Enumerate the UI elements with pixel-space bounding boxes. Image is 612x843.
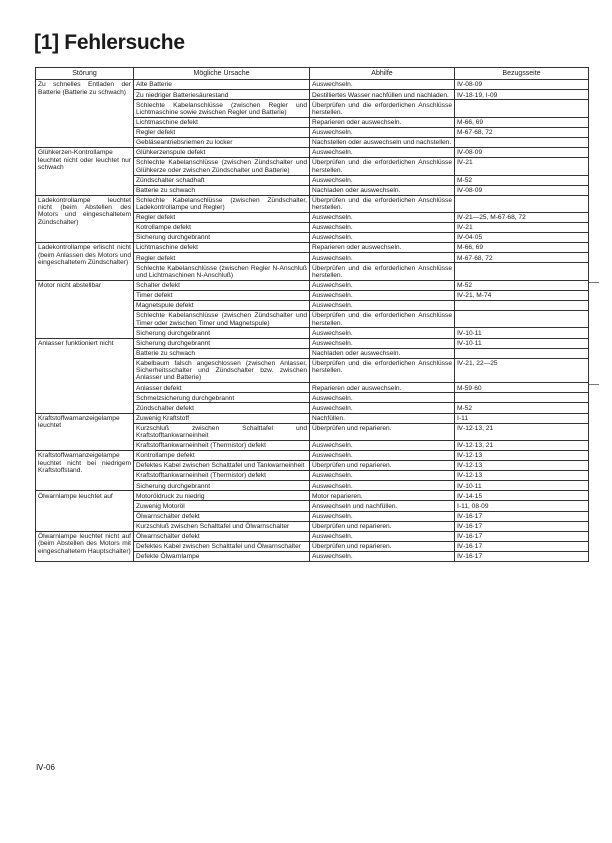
ursache-cell: Lichtmaschine defekt bbox=[134, 117, 310, 127]
abhilfe-cell: Nachladen oder auswechseln. bbox=[310, 185, 455, 195]
abhilfe-cell: Nachladen oder auswechseln. bbox=[310, 348, 455, 358]
bezugsseite-cell: M-66, 69 bbox=[455, 117, 589, 127]
abhilfe-cell: Auswechseln. bbox=[310, 233, 455, 243]
abhilfe-cell: Reparieren oder auswechseln. bbox=[310, 117, 455, 127]
ursache-cell: Sicherung durchgebrannt bbox=[134, 481, 310, 491]
ursache-cell: Zuwenig Motoröl bbox=[134, 501, 310, 511]
abhilfe-cell: Auswechseln. bbox=[310, 551, 455, 561]
bezugsseite-cell: Ⅳ-12·13 bbox=[455, 461, 589, 471]
ursache-cell: Ölwarnschalter defekt bbox=[134, 511, 310, 521]
bezugsseite-cell: Ⅳ-04·05 bbox=[455, 233, 589, 243]
abhilfe-cell: Überprüfen und die erforderlichen Anschlüsse herstellen. bbox=[310, 358, 455, 383]
ursache-cell: Anlasser defekt bbox=[134, 383, 310, 393]
abhilfe-cell: Nachstellen oder auswechseln und nachstellen. bbox=[310, 137, 455, 147]
bezugsseite-cell: Ⅳ-16·17 bbox=[455, 541, 589, 551]
abhilfe-cell: Auswechseln. bbox=[310, 511, 455, 521]
bezugsseite-cell: M-52 bbox=[455, 403, 589, 413]
bezugsseite-cell: M-52 bbox=[455, 175, 589, 185]
stoerung-cell: Ladekontrollampe erlischt nicht (beim Anlassen des Motors und eingeschaltetem Zündschalter) bbox=[36, 243, 134, 281]
bezugsseite-cell: Ⅳ-21, M-74 bbox=[455, 290, 589, 300]
ursache-cell: Schlechte Kabelanschlüsse (zwischen Regler N-Anschluß und Lichtmaschinen N-Anschluß) bbox=[134, 263, 310, 280]
bezugsseite-cell: Ⅳ-12·13 bbox=[455, 451, 589, 461]
abhilfe-cell: Auswechseln. bbox=[310, 393, 455, 403]
ursache-cell: Zuwenig Kraftstoff bbox=[134, 413, 310, 423]
abhilfe-cell: Überprüfen und die erforderlichen Anschlüsse herstellen. bbox=[310, 311, 455, 328]
ursache-cell: Zündschalter schadhaft bbox=[134, 175, 310, 185]
abhilfe-cell: Destilliertes Wasser nachfüllen und nachladen. bbox=[310, 90, 455, 100]
abhilfe-cell: Auswechseln. bbox=[310, 213, 455, 223]
header-stoerung: Störung bbox=[36, 68, 134, 80]
stoerung-cell: Kraftstoffwarnanzeigelampe leuchtet bbox=[36, 413, 134, 451]
ursache-cell: Schlechte Kabelanschlüsse (zwischen Zündschalter und Glühkerze oder zwischen Zündschalter und Batterie) bbox=[134, 158, 310, 175]
bezugsseite-cell: Ⅳ-10·11 bbox=[455, 328, 589, 338]
ursache-cell: Batterie zu schwach bbox=[134, 348, 310, 358]
table-row bbox=[36, 338, 589, 348]
page-title: [1] Fehlersuche bbox=[34, 31, 185, 54]
abhilfe-cell: Reparieren oder auswechseln. bbox=[310, 383, 455, 393]
abhilfe-cell: Auswechseln. bbox=[310, 175, 455, 185]
abhilfe-cell: Motor reparieren. bbox=[310, 491, 455, 501]
bezugsseite-cell: Ⅰ-11 bbox=[455, 413, 589, 423]
ursache-cell: Gebläseantriebsriemen zu locker bbox=[134, 137, 310, 147]
bezugsseite-cell: Ⅳ-18·19, Ⅰ-09 bbox=[455, 90, 589, 100]
ursache-cell: Timer defekt bbox=[134, 290, 310, 300]
bezugsseite-cell: M-52 bbox=[455, 280, 589, 290]
abhilfe-cell: Auswechseln. bbox=[310, 148, 455, 158]
ursache-cell: Magnetspule defekt bbox=[134, 300, 310, 310]
header-abhilfe: Abhilfe bbox=[310, 68, 455, 80]
bezugsseite-cell: Ⅳ-16·17 bbox=[455, 551, 589, 561]
bezugsseite-cell: Ⅳ-16·17 bbox=[455, 531, 589, 541]
ursache-cell: Schlechte Kabelanschlüsse (zwischen Zündschalter und Timer oder zwischen Timer und Magnetspule) bbox=[134, 311, 310, 328]
bezugsseite-cell: M-66, 69 bbox=[455, 243, 589, 253]
bezugsseite-cell: Ⅳ-16·17 bbox=[455, 511, 589, 521]
ursache-cell: Kurzschluß zwischen Schalttafel und Kraftstofftankwarneinheit bbox=[134, 423, 310, 440]
ursache-cell: Schalter defekt bbox=[134, 280, 310, 290]
abhilfe-cell: Überprüfen und die erforderlichen Anschlüsse herstellen. bbox=[310, 195, 455, 212]
bezugsseite-cell: Ⅳ-12·13, 21 bbox=[455, 423, 589, 440]
abhilfe-cell: Answechseln und nachfüllen. bbox=[310, 501, 455, 511]
abhilfe-cell: Auswechseln. bbox=[310, 451, 455, 461]
bezugsseite-cell: M-67·68, 72 bbox=[455, 127, 589, 137]
ursache-cell: Alte Batterie bbox=[134, 80, 310, 90]
abhilfe-cell: Auswechseln. bbox=[310, 223, 455, 233]
margin-mark bbox=[589, 282, 599, 283]
abhilfe-cell: Auswechseln. bbox=[310, 328, 455, 338]
margin-mark bbox=[589, 384, 599, 385]
table-row bbox=[36, 531, 589, 541]
ursache-cell: Regler defekt bbox=[134, 253, 310, 263]
ursache-cell: Schlechte Kabelanschlüsse (zwischen Regler und Lichtmaschine sowie zwischen Regler und Batterie) bbox=[134, 100, 310, 117]
abhilfe-cell: Überprüfen und reparieren. bbox=[310, 521, 455, 531]
ursache-cell: Defekte Ölwarnlampe bbox=[134, 551, 310, 561]
bezugsseite-cell bbox=[455, 300, 589, 310]
abhilfe-cell: Auswechseln. bbox=[310, 338, 455, 348]
table-header-row bbox=[36, 68, 589, 80]
stoerung-cell: Ladekontrollampe leuchtet nicht (beim Abstellen des Motors und eingeschaltetem Zündschalter) bbox=[36, 195, 134, 243]
stoerung-cell: Motor nicht abstellbar bbox=[36, 280, 134, 338]
bezugsseite-cell: M-59·60 bbox=[455, 383, 589, 393]
abhilfe-cell: Überprüfen und reparieren. bbox=[310, 541, 455, 551]
abhilfe-cell: Überprüfen und die erforderlichen Anschlüsse herstellen. bbox=[310, 263, 455, 280]
bezugsseite-cell bbox=[455, 263, 589, 280]
page-number: Ⅳ-06 bbox=[36, 763, 55, 772]
bezugsseite-cell bbox=[455, 137, 589, 147]
abhilfe-cell: Reparieren oder auswechseln. bbox=[310, 243, 455, 253]
ursache-cell: Kabelbaum falsch angeschlossen (zwischen Anlasser, Sicherheitsschalter und Zündschalter bzw. zwischen Anlasser und Batterie) bbox=[134, 358, 310, 383]
abhilfe-cell: Auswechseln. bbox=[310, 531, 455, 541]
bezugsseite-cell bbox=[455, 195, 589, 212]
header-bezugsseite: Bezugsseite bbox=[455, 68, 589, 80]
bezugsseite-cell: Ⅳ-10·11 bbox=[455, 338, 589, 348]
abhilfe-cell: Nachfüllen. bbox=[310, 413, 455, 423]
table-row bbox=[36, 148, 589, 158]
ursache-cell: Regler defekt bbox=[134, 127, 310, 137]
abhilfe-cell: Auswechseln. bbox=[310, 471, 455, 481]
bezugsseite-cell: Ⅳ-08·09 bbox=[455, 80, 589, 90]
abhilfe-cell: Auswechseln. bbox=[310, 290, 455, 300]
troubleshooting-table bbox=[35, 67, 589, 562]
table-row bbox=[36, 243, 589, 253]
bezugsseite-cell bbox=[455, 393, 589, 403]
abhilfe-cell: Auswechseln. bbox=[310, 253, 455, 263]
ursache-cell: Zu niedriger Batteriesäurestand bbox=[134, 90, 310, 100]
table-row bbox=[36, 280, 589, 290]
stoerung-cell: Zu schnelles Entladen der Batterie (Batterie zu schwach) bbox=[36, 80, 134, 148]
stoerung-cell: Anlasser funktioniert nicht bbox=[36, 338, 134, 413]
abhilfe-cell: Auswechseln. bbox=[310, 441, 455, 451]
bezugsseite-cell: Ⅰ-11, 08·09 bbox=[455, 501, 589, 511]
table-row bbox=[36, 451, 589, 461]
bezugsseite-cell: Ⅳ-21―25, M-67·68, 72 bbox=[455, 213, 589, 223]
bezugsseite-cell: Ⅳ-08·09 bbox=[455, 148, 589, 158]
table-row bbox=[36, 195, 589, 212]
abhilfe-cell: Auswechseln. bbox=[310, 300, 455, 310]
bezugsseite-cell: Ⅳ-21 bbox=[455, 223, 589, 233]
abhilfe-cell: Auswechseln. bbox=[310, 280, 455, 290]
stoerung-cell: Kraftstoffwarnanzeigelampe leuchtet nicht bei niedrigem Kraftstoffstand. bbox=[36, 451, 134, 491]
ursache-cell: Regler defekt bbox=[134, 213, 310, 223]
bezugsseite-cell: Ⅳ-16·17 bbox=[455, 521, 589, 531]
abhilfe-cell: Überprüfen und die erforderlichen Anschlüsse herstellen. bbox=[310, 158, 455, 175]
table-row bbox=[36, 491, 589, 501]
bezugsseite-cell: Ⅳ-08·09 bbox=[455, 185, 589, 195]
stoerung-cell: Ölwarnlampe leuchtet auf bbox=[36, 491, 134, 531]
ursache-cell: Lichtmaschine defekt bbox=[134, 243, 310, 253]
bezugsseite-cell: Ⅳ-12·13 bbox=[455, 471, 589, 481]
bezugsseite-cell bbox=[455, 311, 589, 328]
ursache-cell: Defektes Kabel zwischen Schalttafel und Ölwarnschalter bbox=[134, 541, 310, 551]
abhilfe-cell: Auswechseln. bbox=[310, 80, 455, 90]
ursache-cell: Defektes Kabel zwischen Schalttafel und Tankwarneinheit bbox=[134, 461, 310, 471]
abhilfe-cell: Auswechseln. bbox=[310, 127, 455, 137]
ursache-cell: Motoröldruck zu niedrig bbox=[134, 491, 310, 501]
ursache-cell: Schmelzsicherung durchgebrannt bbox=[134, 393, 310, 403]
ursache-cell: Sicherung durchgebrannt bbox=[134, 233, 310, 243]
bezugsseite-cell: Ⅳ-12·13, 21 bbox=[455, 441, 589, 451]
ursache-cell: Schlechte Kabelanschlüsse (zwischen Zündschalter, Ladekontrollampe und Regler) bbox=[134, 195, 310, 212]
abhilfe-cell: Überprüfen und die erforderlichen Anschlüsse herstellen. bbox=[310, 100, 455, 117]
stoerung-cell: Glühkerzen-Kontrollampe leuchtet nicht oder leuchtet nur schwach bbox=[36, 148, 134, 196]
bezugsseite-cell: Ⅳ-21, 22―25 bbox=[455, 358, 589, 383]
bezugsseite-cell bbox=[455, 100, 589, 117]
ursache-cell: Sicherung durchgebrannt bbox=[134, 338, 310, 348]
bezugsseite-cell: Ⅳ-10·11 bbox=[455, 481, 589, 491]
header-ursache: Mögliche Ursache bbox=[134, 68, 310, 80]
ursache-cell: Sicherung durchgebrannt bbox=[134, 328, 310, 338]
abhilfe-cell: Überprüfen und reparieren. bbox=[310, 423, 455, 440]
ursache-cell: Ölwarnschalter defekt bbox=[134, 531, 310, 541]
table-row bbox=[36, 80, 589, 90]
table-row bbox=[36, 413, 589, 423]
troubleshooting-table-wrapper bbox=[35, 67, 588, 562]
stoerung-cell: Ölwarnlampe leuchtet nicht auf (beim Abstellen des Motors mit eingeschaltetem Hauptschalter) bbox=[36, 531, 134, 561]
ursache-cell: Batterie zu schwach bbox=[134, 185, 310, 195]
ursache-cell: Kotrollampe defekt bbox=[134, 223, 310, 233]
ursache-cell: Kurzschluß zwischen Schalttafel und Ölwarnschalter bbox=[134, 521, 310, 531]
abhilfe-cell: Auswechseln. bbox=[310, 481, 455, 491]
bezugsseite-cell: M-67·68, 72 bbox=[455, 253, 589, 263]
abhilfe-cell: Überprüfen und reparieren. bbox=[310, 461, 455, 471]
abhilfe-cell: Auswechseln. bbox=[310, 403, 455, 413]
bezugsseite-cell bbox=[455, 348, 589, 358]
bezugsseite-cell: Ⅳ-21 bbox=[455, 158, 589, 175]
bezugsseite-cell: Ⅳ-14·15 bbox=[455, 491, 589, 501]
ursache-cell: Kraftstofftankwarneinheit (Thermistor) defekt bbox=[134, 441, 310, 451]
ursache-cell: Kraftstofftankwarneinheit (Thermistor) defekt bbox=[134, 471, 310, 481]
ursache-cell: Zündschalter defekt bbox=[134, 403, 310, 413]
ursache-cell: Kontrollampe defekt bbox=[134, 451, 310, 461]
ursache-cell: Glühkerzenspule defekt bbox=[134, 148, 310, 158]
